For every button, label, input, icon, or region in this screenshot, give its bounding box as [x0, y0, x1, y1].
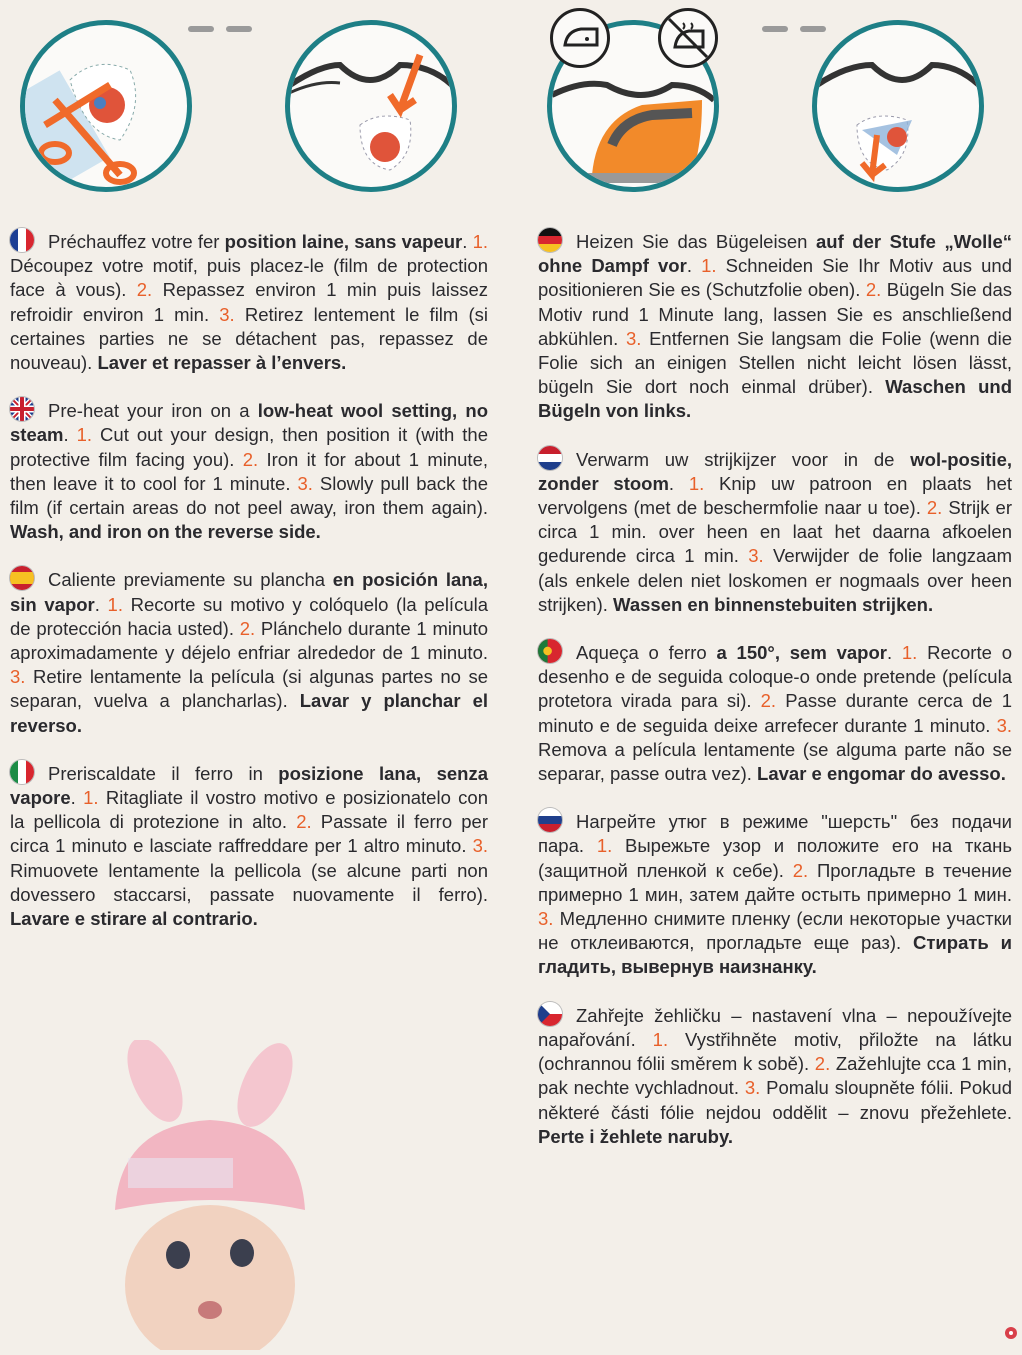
section-french [10, 228, 488, 375]
text: Нагрейте утюг в режиме "шерсть" без подачи пара [538, 811, 1012, 857]
step-number: 2. [926, 497, 943, 519]
section-czech [538, 1002, 1012, 1149]
step-number: 1. [107, 593, 123, 615]
text: Pre-heat your iron on a [48, 400, 258, 422]
text: . [70, 787, 84, 809]
text: Zahřejte žehličku – nastavení vlna – nepoužívejte napařování [538, 1004, 1012, 1050]
text: Repassez environ 1 min puis laissez refroidir environ 1 min. [10, 279, 488, 325]
setting-text: posizione lana, senza vapore [10, 762, 488, 809]
section-spanish [10, 566, 488, 737]
text: . [94, 593, 108, 615]
text: . [668, 472, 689, 494]
text: Recorte su motivo y colóquelo (la película de protección hacia usted). [10, 593, 489, 639]
text: Iron it for about 1 minute, then leave it to cool for 1 minute. [10, 448, 488, 494]
wash-note: Lavar e engomar do avesso. [757, 763, 1006, 785]
step-number: 2. [865, 279, 882, 301]
step-number: 2. [239, 617, 256, 639]
section-italian [10, 760, 488, 931]
instructions-left-column [10, 228, 488, 953]
step-number: 1. [652, 1028, 669, 1050]
flag-france-icon [10, 228, 34, 252]
flag-netherlands-icon [538, 446, 562, 470]
flag-russia-icon [538, 808, 562, 832]
setting-text: auf der Stufe „Wolle“ ohne Dampf vor [538, 231, 1012, 277]
step-number: 1. [472, 231, 489, 252]
step-number: 1. [701, 255, 717, 277]
step-cut-illustration [20, 20, 192, 192]
setting-text: position laine, sans vapeur [224, 231, 463, 252]
section-english [10, 397, 488, 544]
step-number: 2. [242, 448, 259, 470]
text: . [462, 231, 473, 252]
pin-icon [188, 26, 214, 32]
flower-icon [1004, 1326, 1018, 1340]
step-number: 3. [472, 835, 488, 857]
section-portuguese [538, 639, 1012, 786]
text: Вырежьте узор и положите его на ткань (защитной пленкой к себе). [538, 835, 1012, 881]
text: Vystřihněte motiv, přiložte na látku (ochrannou fólii směrem k sobě). [538, 1028, 1012, 1075]
setting-text: low-heat wool setting, no steam [10, 400, 488, 446]
text: . [63, 424, 77, 446]
flag-portugal-icon [538, 639, 562, 663]
text: Passe durante cerca de 1 minuto e de seguida deixe arrefecer durante 1 minuto. [538, 690, 1012, 736]
text: Cut out your design, then position it (with the protective film facing you). [10, 424, 488, 470]
step-number: 3. [219, 303, 235, 325]
text: Schneiden Sie Ihr Motiv aus und positionieren Sie es (Schutzfolie oben). [538, 255, 1012, 301]
baby-photo [60, 1040, 320, 1350]
step-number: 3. [538, 908, 554, 930]
flag-czech-icon [538, 1002, 562, 1026]
step-number: 3. [625, 327, 642, 349]
text: Retire lentamente la película (si algunas partes no se separan, vuelva a plancharlas). [10, 666, 488, 712]
text: Heizen Sie das Bügeleisen [576, 231, 816, 252]
text: Retirez lentement le film (si certaines parties ne se détachent pas, repassez de nouveau). [10, 303, 488, 374]
step-position-illustration [285, 20, 457, 192]
text: Caliente previamente su plancha [48, 569, 333, 591]
text: Verwijder de folie langzaam (als enkele delen niet loskomen er nogmaals over heen strijken). [538, 545, 1012, 615]
text: Knip uw patroon en plaats het vervolgens (met de beschermfolie naar u toe). [538, 472, 1013, 519]
text: . [886, 642, 902, 664]
step-number: 1. [901, 642, 918, 664]
text: Bügeln Sie das Motiv rund 1 Minute lang, lassen Sie es anschließend abkühlen. [538, 279, 1013, 349]
step-number: 1. [596, 835, 613, 857]
step-number: 2. [296, 811, 312, 833]
wash-note: Laver et repasser à l’envers. [97, 352, 347, 374]
text: Медленно снимите пленку (если некоторые участки не отклеиваются, прогладьте еще раз). [538, 908, 1012, 954]
text: Slowly pull back the film (if certain areas do not peel away, iron them again). [10, 472, 488, 519]
step-number: 1. [688, 472, 705, 494]
step-number: 2. [136, 279, 153, 301]
step-number: 3. [748, 545, 764, 567]
text: Pomalu sloupněte fólii. Pokud některé části fólie nejdou oddělit – znovu přežehlete. [538, 1077, 1013, 1123]
text: Verwarm uw strijkijzer voor in de [576, 448, 911, 470]
flag-uk-icon [10, 397, 34, 421]
flag-germany-icon [538, 228, 562, 252]
text: Remova a película lentamente (se alguma parte não se separar, passe outra vez). [538, 738, 1012, 785]
text: Plánchelo durante 1 minuto aproximadamente y déjelo enfriar alrededor de 1 minuto. [10, 617, 488, 664]
text: . [686, 255, 702, 277]
wash-note: Wash, and iron on the reverse side. [10, 521, 321, 543]
text: Rimuovete lentamente la pellicola (se alcune parti non dovessero staccarsi, passate nuovamente il ferro). [10, 859, 488, 905]
step-number: 2. [792, 859, 809, 881]
wash-note: Стирать и гладить, вывернув наизнанку. [538, 932, 1012, 978]
step-peel-illustration [812, 20, 984, 192]
iron-low-heat-icon [550, 8, 610, 68]
text: Zažehlujte cca 1 min, pak nechte vychladnout. [538, 1053, 1012, 1099]
text: Preriscaldate il ferro in [48, 762, 279, 784]
text: Préchauffez votre fer [48, 231, 225, 252]
text: Passate il ferro per circa 1 minuto e lasciate raffreddare per 1 altro minuto. [10, 811, 488, 857]
step-number: 1. [83, 787, 99, 809]
wash-note: Lavar y planchar el reverso. [10, 690, 488, 736]
wash-note: Lavare e stirare al contrario. [10, 908, 258, 930]
arrow-down-icon [290, 25, 452, 187]
setting-text: en posición lana, sin vapor [10, 569, 488, 615]
text: Découpez votre motif, puis placez-le (film de protection face à vous). [10, 255, 488, 301]
setting-text: wol-positie, zonder stoom [538, 448, 1012, 494]
text: . [578, 835, 597, 857]
text: . [630, 1028, 653, 1050]
section-dutch [538, 446, 1012, 617]
step-number: 3. [10, 666, 26, 688]
step-number: 3. [297, 472, 313, 494]
pin-icon [226, 26, 252, 32]
instruction-illustrations [0, 0, 1022, 215]
peel-film-icon [817, 25, 979, 187]
wash-note: Perte i žehlete naruby. [538, 1125, 733, 1147]
text: Прогладьте в течение примерно 1 мин, затем дайте остыть примерно 1 мин. [538, 859, 1012, 905]
no-steam-icon [658, 8, 718, 68]
wash-note: Wassen en binnenstebuiten strijken. [613, 593, 934, 615]
text: Aqueça o ferro [576, 642, 717, 664]
text: Ritagliate il vostro motivo e posizionatelo con la pellicola di protezione in alto. [10, 787, 488, 833]
flag-italy-icon [10, 760, 34, 784]
pin-icon [762, 26, 788, 32]
step-number: 3. [744, 1077, 761, 1099]
section-russian [538, 808, 1012, 979]
wash-note: Waschen und Bügeln von links. [538, 376, 1012, 422]
flag-spain-icon [10, 566, 34, 590]
step-number: 1. [76, 424, 93, 446]
step-number: 2. [814, 1053, 831, 1075]
step-number: 2. [760, 690, 777, 712]
text: Entfernen Sie langsam die Folie (wenn die Folie sich an einigen Stellen nicht leicht lösen lässt, bügeln Sie dort noch einmal drüber). [538, 327, 1012, 398]
step-number: 3. [996, 714, 1012, 736]
text: Strijk er circa 1 min. over heen en laat het daarna afkoelen gedurende circa 1 min. [538, 497, 1012, 567]
setting-text: a 150°, sem vapor [716, 642, 887, 664]
section-german [538, 228, 1012, 424]
scissors-icon [25, 25, 187, 187]
text: Recorte o desenho e de seguida coloque-o onde pretende (película protetora virada para si). [538, 642, 1012, 712]
instructions-right-column [538, 228, 1012, 1171]
